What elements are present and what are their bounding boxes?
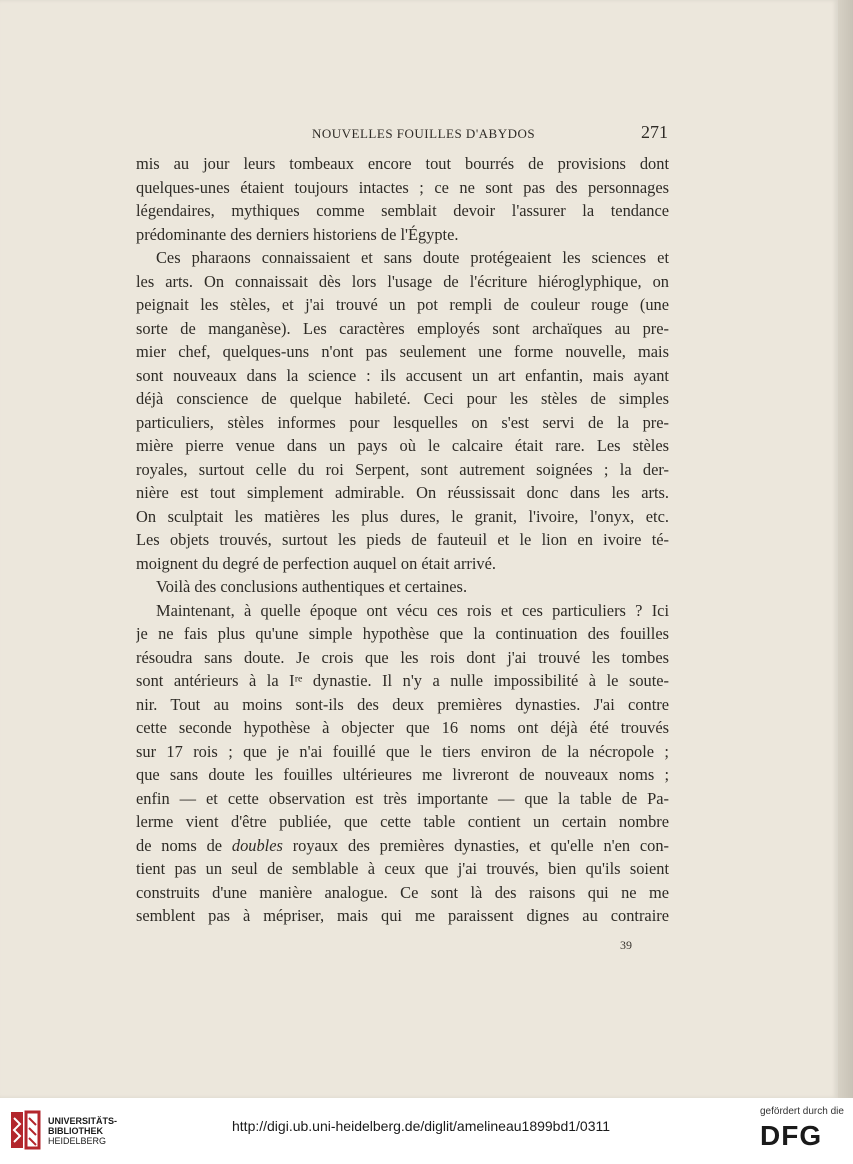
funding-label: gefördert durch die [760, 1106, 844, 1117]
library-name-line-1: UNIVERSITÄTS- [48, 1116, 118, 1126]
text-line: sont nouveaux dans la science : ils accusent un art enfantin, mais ayant [136, 365, 669, 385]
source-url-link[interactable]: http://digi.ub.uni-heidelberg.de/diglit/amelineau1899bd1/0311 [232, 1118, 611, 1134]
library-name [48, 1116, 117, 1146]
printer-signature-mark: 39 [620, 938, 632, 952]
text-line: enfin — et cette observation est très importante — que la table de Pa- [136, 788, 669, 808]
text-line: sur 17 rois ; que je n'ai fouillé que le tiers environ de la nécropole ; [136, 741, 669, 761]
text-line: royales, surtout celle du roi Serpent, sont autrement soignées ; la der- [136, 459, 669, 479]
text-line: cette seconde hypothèse à objecter que 16 noms ont déjà été trouvés [136, 718, 669, 737]
text-line: de noms de doubles royaux des premières dynasties, et qu'elle n'en con- [136, 835, 669, 855]
text-line: résoudra sans doute. Je crois que les rois dont j'ai trouvé les tombes [136, 647, 669, 667]
text-line: semblent pas à mépriser, mais qui me paraissent dignes au contraire [136, 906, 669, 925]
viewer-footer [0, 1098, 853, 1164]
text-line: lerme vient d'être publiée, que cette table contient un certain nombre [136, 812, 669, 831]
library-emblem-icon [8, 1108, 42, 1152]
text-line: On sculptait les matières les plus dures, le granit, l'ivoire, l'onyx, etc. [136, 506, 669, 526]
dfg-logo[interactable]: DFG [760, 1120, 823, 1151]
italic-term: doubles [231, 835, 283, 855]
body-text [136, 152, 669, 928]
text-line: tient pas un seul de semblable à ceux que j'ai trouvés, bien qu'ils soient [136, 859, 669, 878]
text-line: Voilà des conclusions authentiques et certaines. [156, 577, 468, 596]
text-line: déjà conscience de quelque habileté. Ceci pour les stèles de simples [136, 389, 669, 408]
text-line: Maintenant, à quelle époque ont vécu ces rois et ces particuliers ? Ici [156, 600, 669, 620]
page-edge [838, 0, 853, 1098]
text-line: particuliers, stèles informes pour lesquelles on s'est servi de la pre- [136, 412, 669, 432]
text-line: nière est tout simplement admirable. On réussissait donc dans les arts. [136, 483, 669, 502]
text-line: peignait les stèles, et j'ai trouvé un pot rempli de couleur rouge (une [136, 295, 669, 314]
running-head-title: NOUVELLES FOUILLES D'ABYDOS [312, 126, 536, 141]
text-line: que sans doute les fouilles ultérieures me livreront de nouveaux noms ; [136, 765, 669, 784]
text-line: sorte de manganèse). Les caractères employés sont archaïques au pre- [136, 318, 669, 338]
text-line: Ces pharaons connaissaient et sans doute protégeaient les sciences et [156, 248, 669, 267]
library-name-line-2: BIBLIOTHEK [48, 1126, 103, 1136]
text-line: mière pierre venue dans un pays où le calcaire était rare. Les stèles [136, 436, 669, 455]
page-number: 271 [641, 122, 668, 142]
funding-credit [760, 1106, 846, 1151]
text-line: moignent du degré de perfection auquel on était arrivé. [136, 553, 496, 573]
text-line: Les objets trouvés, surtout les pieds de fauteuil et le lion en ivoire té- [136, 530, 669, 549]
library-logo[interactable] [8, 1108, 128, 1154]
text-line: construits d'une manière analogue. Ce sont là des raisons qui ne me [136, 882, 669, 902]
text-line: prédominante des derniers historiens de l'Égypte. [136, 224, 459, 244]
library-name-line-3: HEIDELBERG [48, 1136, 107, 1146]
text-line: les arts. On connaissait dès lors l'usage de l'écriture hiéroglyphique, on [136, 271, 669, 291]
text-line: légendaires, mythiques comme semblait devoir l'assurer la tendance [136, 201, 669, 220]
text-line: mier chef, quelques-uns n'ont pas seulement une forme nouvelle, mais [136, 342, 669, 361]
text-line: nir. Tout au moins sont-ils des deux premières dynasties. J'ai contre [136, 694, 669, 714]
running-head [0, 124, 838, 148]
text-line: mis au jour leurs tombeaux encore tout bourrés de provisions dont [136, 154, 669, 173]
text-line: sont antérieurs à la Iʳᵉ dynastie. Il n'y a nulle impossibilité à le soute- [136, 671, 669, 690]
text-line: quelques-unes étaient toujours intactes ; ce ne sont pas des personnages [136, 177, 669, 197]
text-line: je ne fais plus qu'une simple hypothèse que la continuation des fouilles [136, 624, 669, 643]
